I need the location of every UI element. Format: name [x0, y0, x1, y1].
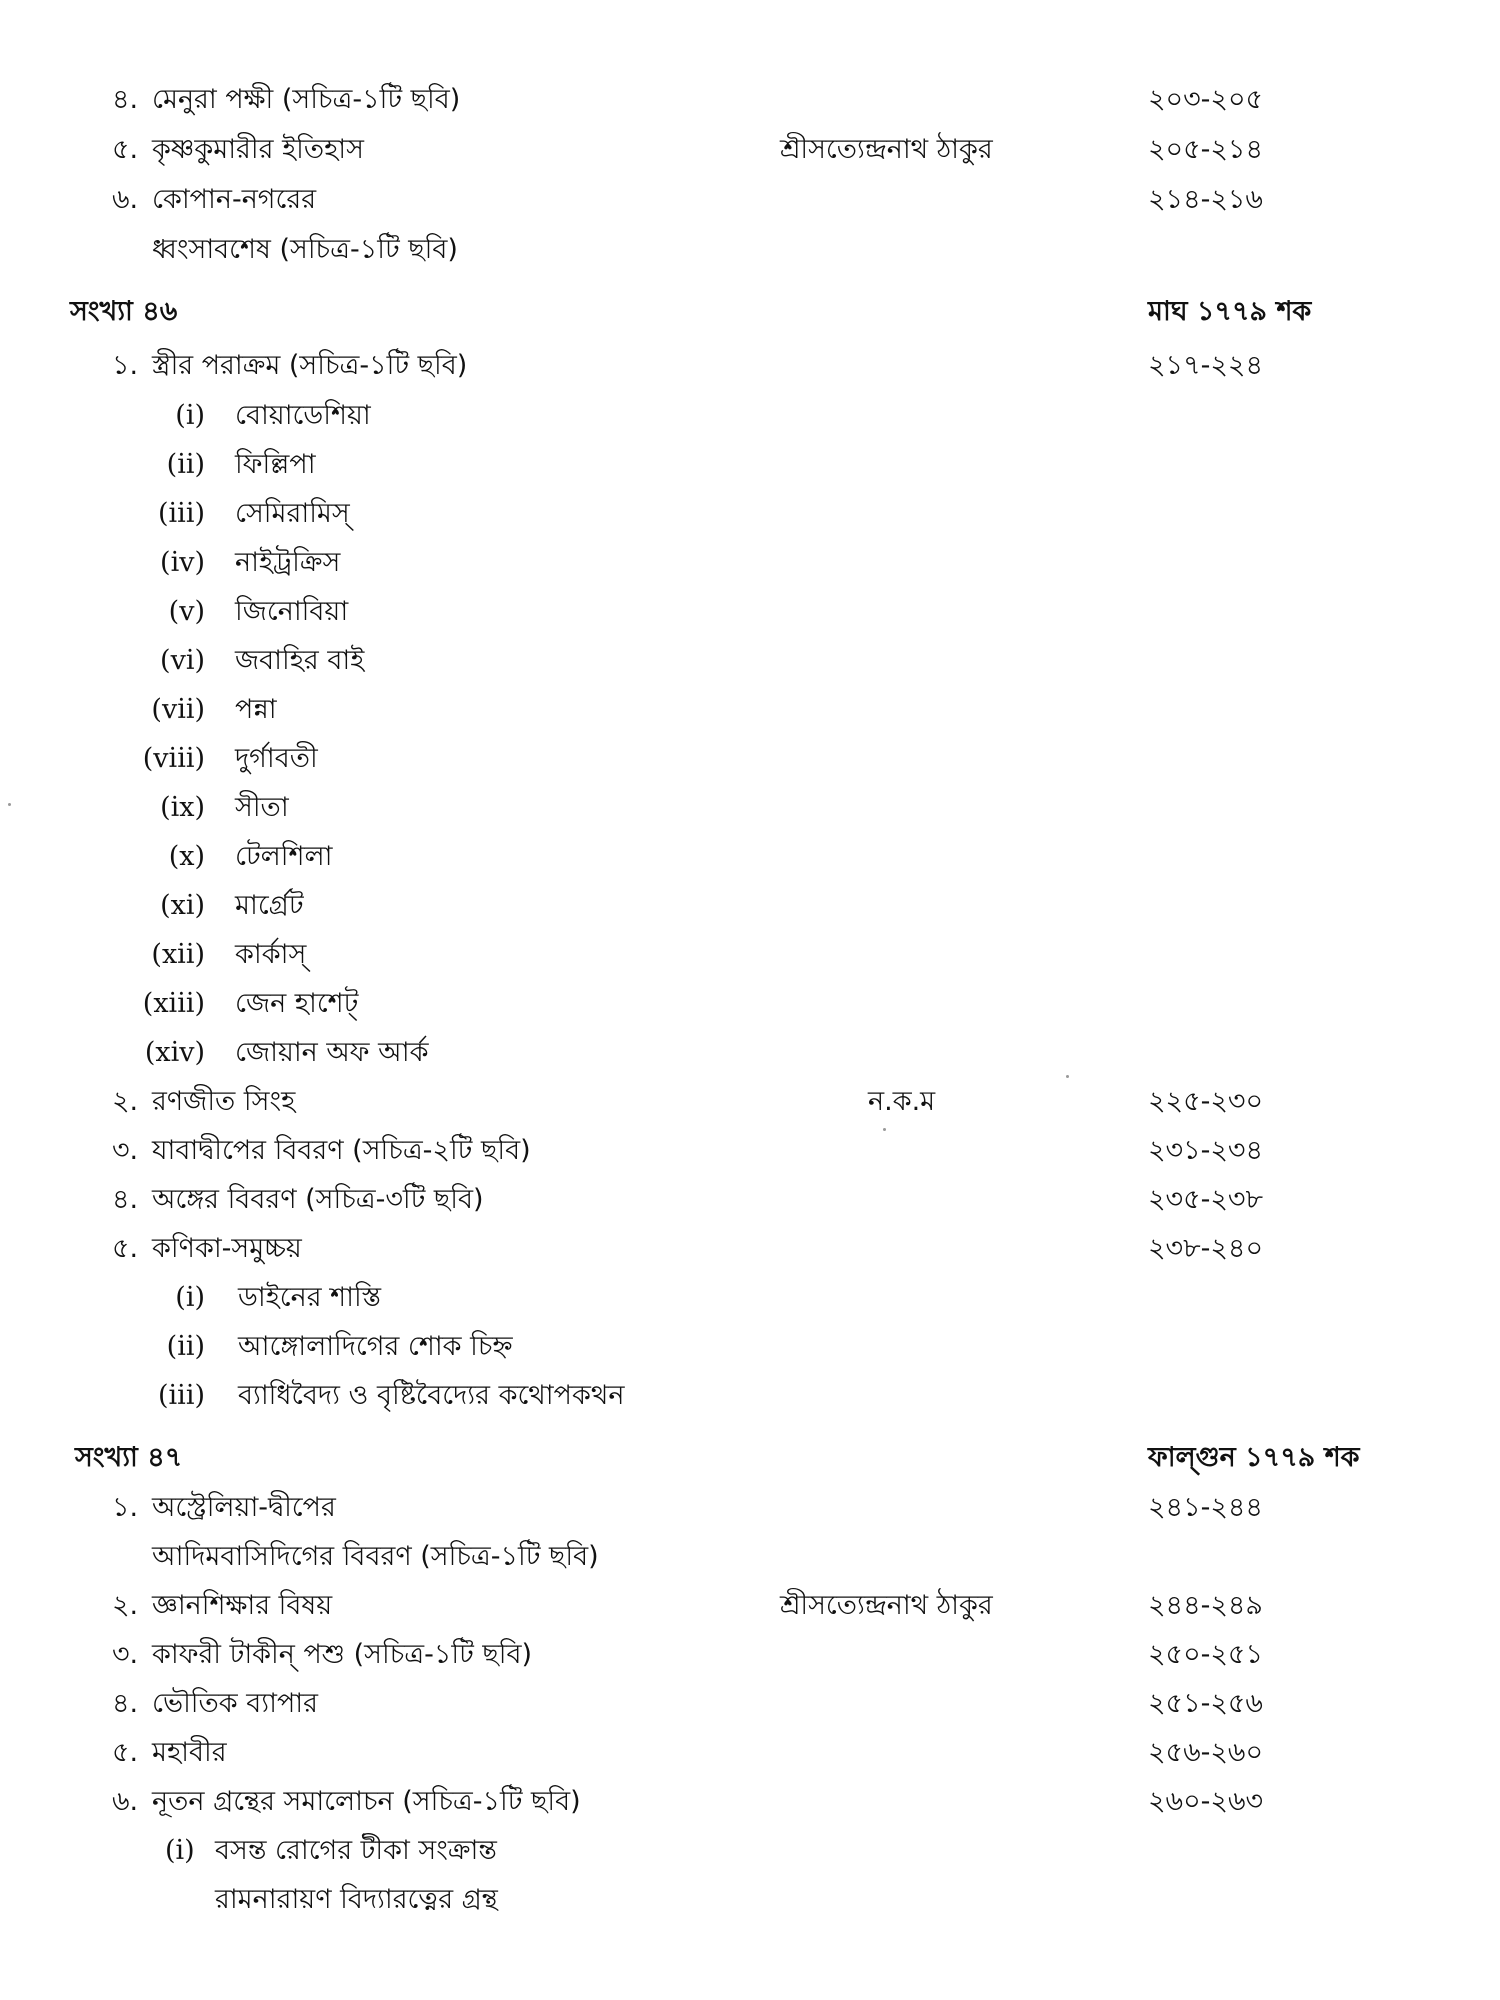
- entry-pages: ২১৭-২২৪: [1148, 350, 1264, 381]
- entry-pages: ২০৩-২০৫: [1148, 84, 1264, 115]
- sub-entry-number: (iii): [158, 498, 205, 529]
- entry-pages: ২৫৬-২৬০: [1148, 1737, 1264, 1768]
- entry-number: ৬.: [112, 184, 139, 215]
- sub-entry: [0, 1031, 1500, 1075]
- sub-entry: [0, 982, 1500, 1026]
- entry-number: ৫.: [112, 134, 139, 165]
- toc-entry: [0, 1780, 1500, 1824]
- sub-entry-number: (xiii): [142, 988, 205, 1019]
- sub-entry-number: (ix): [160, 792, 205, 823]
- sub-entry: [0, 737, 1500, 781]
- toc-entry: [0, 1682, 1500, 1726]
- sub-entry-title: আঙ্গোলাদিগের শোক চিহ্ন: [238, 1331, 513, 1362]
- entry-title-continuation: ধ্বংসাবশেষ (সচিত্র-১টি ছবি): [152, 234, 458, 265]
- entry-title-continuation: আদিমবাসিদিগের বিবরণ (সচিত্র-১টি ছবি): [152, 1541, 599, 1572]
- sub-entry-number: (viii): [142, 743, 205, 774]
- toc-entry: [0, 1129, 1500, 1173]
- entry-title: অস্ট্রেলিয়া-দ্বীপের: [152, 1492, 336, 1523]
- entry-pages: ২৬০-২৬৩: [1148, 1786, 1264, 1817]
- toc-entry: [0, 1227, 1500, 1271]
- toc-entry: [0, 1080, 1500, 1124]
- entry-title: কাফরী টাকীন্ পশু (সচিত্র-১টি ছবি): [152, 1639, 533, 1670]
- toc-entry: [0, 1731, 1500, 1775]
- sub-entry-title: ডাইনের শাস্তি: [238, 1282, 382, 1313]
- entry-pages: ২৫১-২৫৬: [1148, 1688, 1263, 1719]
- entry-title: রণজীত সিংহ: [152, 1086, 296, 1117]
- sub-entry-title: মার্গ্রেট: [235, 890, 304, 921]
- sub-entry: [0, 443, 1500, 487]
- issue-heading-row: [0, 1436, 1500, 1480]
- sub-entry-title: জেন হাশেট্: [235, 988, 359, 1019]
- sub-entry-title: জিনোবিয়া: [235, 596, 349, 627]
- sub-entry: [0, 835, 1500, 879]
- sub-entry-number: (xii): [151, 939, 205, 970]
- scan-speck: [8, 803, 11, 806]
- entry-title: মহাবীর: [152, 1737, 227, 1768]
- toc-entry: [0, 78, 1500, 122]
- sub-entry-title-continuation: রামনারায়ণ বিদ্যারত্নের গ্রন্থ: [215, 1884, 498, 1915]
- entry-pages: ২৪৪-২৪৯: [1148, 1590, 1263, 1621]
- sub-entry: [0, 786, 1500, 830]
- entry-author: শ্রীসত্যেন্দ্রনাথ ঠাকুর: [780, 134, 993, 165]
- sub-entry-continuation: [0, 1878, 1500, 1922]
- toc-entry: [0, 1178, 1500, 1222]
- entry-title: নূতন গ্রন্থের সমালোচন (সচিত্র-১টি ছবি): [152, 1786, 581, 1817]
- sub-entry-title: জবাহির বাই: [235, 645, 365, 676]
- entry-author: শ্রীসত্যেন্দ্রনাথ ঠাকুর: [780, 1590, 993, 1621]
- entry-pages: ২১৪-২১৬: [1148, 184, 1263, 215]
- sub-entry-number: (xiv): [144, 1037, 205, 1068]
- entry-title: জ্ঞানশিক্ষার বিষয়: [152, 1590, 333, 1621]
- toc-entry: [0, 178, 1500, 222]
- sub-entry: [0, 1829, 1500, 1873]
- sub-entry-title: কার্কাস্: [235, 939, 307, 970]
- scan-speck: [1066, 1075, 1069, 1078]
- sub-entry-title: ফিল্লিপা: [235, 449, 316, 480]
- entry-pages: ২৫০-২৫১: [1148, 1639, 1263, 1670]
- sub-entry-title: দুর্গাবতী: [235, 743, 318, 774]
- entry-number: ৫.: [112, 1233, 139, 1264]
- sub-entry: [0, 933, 1500, 977]
- entry-title: কোপান-নগরের: [152, 184, 317, 215]
- sub-entry-title: টেলশিলা: [235, 841, 333, 872]
- sub-entry-title: বসন্ত রোগের টীকা সংক্রান্ত: [215, 1835, 497, 1866]
- sub-entry-number: (i): [165, 1835, 195, 1866]
- sub-entry: [0, 394, 1500, 438]
- sub-entry-title: ব্যাধিবৈদ্য ও বৃষ্টিবৈদ্যের কথোপকথন: [238, 1380, 625, 1411]
- issue-date: মাঘ ১৭৭৯ শক: [1148, 296, 1312, 327]
- entry-pages: ২৩১-২৩৪: [1148, 1135, 1264, 1166]
- issue-heading: সংখ্যা ৪৭: [75, 1442, 183, 1473]
- sub-entry-title: নাইট্রক্রিস: [235, 547, 341, 578]
- entry-number: ২.: [112, 1086, 139, 1117]
- sub-entry: [0, 688, 1500, 732]
- toc-entry: [0, 128, 1500, 172]
- entry-title: অঙ্গের বিবরণ (সচিত্র-৩টি ছবি): [152, 1184, 484, 1215]
- sub-entry: [0, 639, 1500, 683]
- entry-title: মেনুরা পক্ষী (সচিত্র-১টি ছবি): [152, 84, 461, 115]
- entry-pages: ২০৫-২১৪: [1148, 134, 1263, 165]
- entry-pages: ২২৫-২৩০: [1148, 1086, 1264, 1117]
- entry-pages: ২৩৫-২৩৮: [1148, 1184, 1264, 1215]
- entry-number: ৪.: [112, 1688, 139, 1719]
- sub-entry-number: (xi): [160, 890, 205, 921]
- entry-number: ৩.: [112, 1135, 139, 1166]
- entry-number: ৩.: [112, 1639, 139, 1670]
- sub-entry: [0, 1325, 1500, 1369]
- sub-entry: [0, 1374, 1500, 1418]
- entry-title: যাবাদ্বীপের বিবরণ (সচিত্র-২টি ছবি): [152, 1135, 531, 1166]
- toc-entry: [0, 344, 1500, 388]
- entry-title: স্ত্রীর পরাক্রম (সচিত্র-১টি ছবি): [152, 350, 468, 381]
- entry-number: ৪.: [112, 84, 139, 115]
- sub-entry-title: সীতা: [235, 792, 289, 823]
- entry-pages: ২৩৮-২৪০: [1148, 1233, 1264, 1264]
- entry-number: ১.: [112, 350, 139, 381]
- sub-entry-title: সেমিরামিস্: [235, 498, 350, 529]
- sub-entry: [0, 1276, 1500, 1320]
- entry-number: ১.: [112, 1492, 139, 1523]
- sub-entry: [0, 884, 1500, 928]
- sub-entry-number: (vii): [151, 694, 205, 725]
- sub-entry-title: পন্না: [235, 694, 277, 725]
- sub-entry: [0, 492, 1500, 536]
- issue-date: ফাল্গুন ১৭৭৯ শক: [1148, 1442, 1360, 1473]
- sub-entry-number: (i): [175, 1282, 205, 1313]
- sub-entry-number: (i): [175, 400, 205, 431]
- sub-entry: [0, 590, 1500, 634]
- sub-entry-number: (ii): [166, 1331, 205, 1362]
- sub-entry-number: (iii): [158, 1380, 205, 1411]
- entry-number: ৬.: [112, 1786, 139, 1817]
- entry-title: ভৌতিক ব্যাপার: [152, 1688, 318, 1719]
- toc-entry: [0, 1633, 1500, 1677]
- entry-number: ২.: [112, 1590, 139, 1621]
- sub-entry-number: (ii): [166, 449, 205, 480]
- sub-entry-number: (v): [168, 596, 205, 627]
- sub-entry-number: (vi): [160, 645, 205, 676]
- scan-speck: [883, 1128, 886, 1131]
- toc-entry: [0, 1584, 1500, 1628]
- issue-heading-row: [0, 290, 1500, 334]
- entry-number: ৫.: [112, 1737, 139, 1768]
- sub-entry-number: (iv): [160, 547, 205, 578]
- entry-title: কণিকা-সমুচ্চয়: [152, 1233, 302, 1264]
- sub-entry-number: (x): [168, 841, 205, 872]
- sub-entry-title: বোয়াডেশিয়া: [235, 400, 371, 431]
- toc-entry-continuation: [0, 1535, 1500, 1579]
- issue-heading: সংখ্যা ৪৬: [70, 296, 178, 327]
- entry-title: কৃষ্ণকুমারীর ইতিহাস: [152, 134, 364, 165]
- sub-entry-title: জোয়ান অফ আর্ক: [235, 1037, 429, 1068]
- toc-entry-continuation: [0, 228, 1500, 272]
- sub-entry: [0, 541, 1500, 585]
- entry-number: ৪.: [112, 1184, 139, 1215]
- toc-entry: [0, 1486, 1500, 1530]
- entry-pages: ২৪১-২৪৪: [1148, 1492, 1263, 1523]
- entry-author: ন.ক.ম: [868, 1086, 936, 1117]
